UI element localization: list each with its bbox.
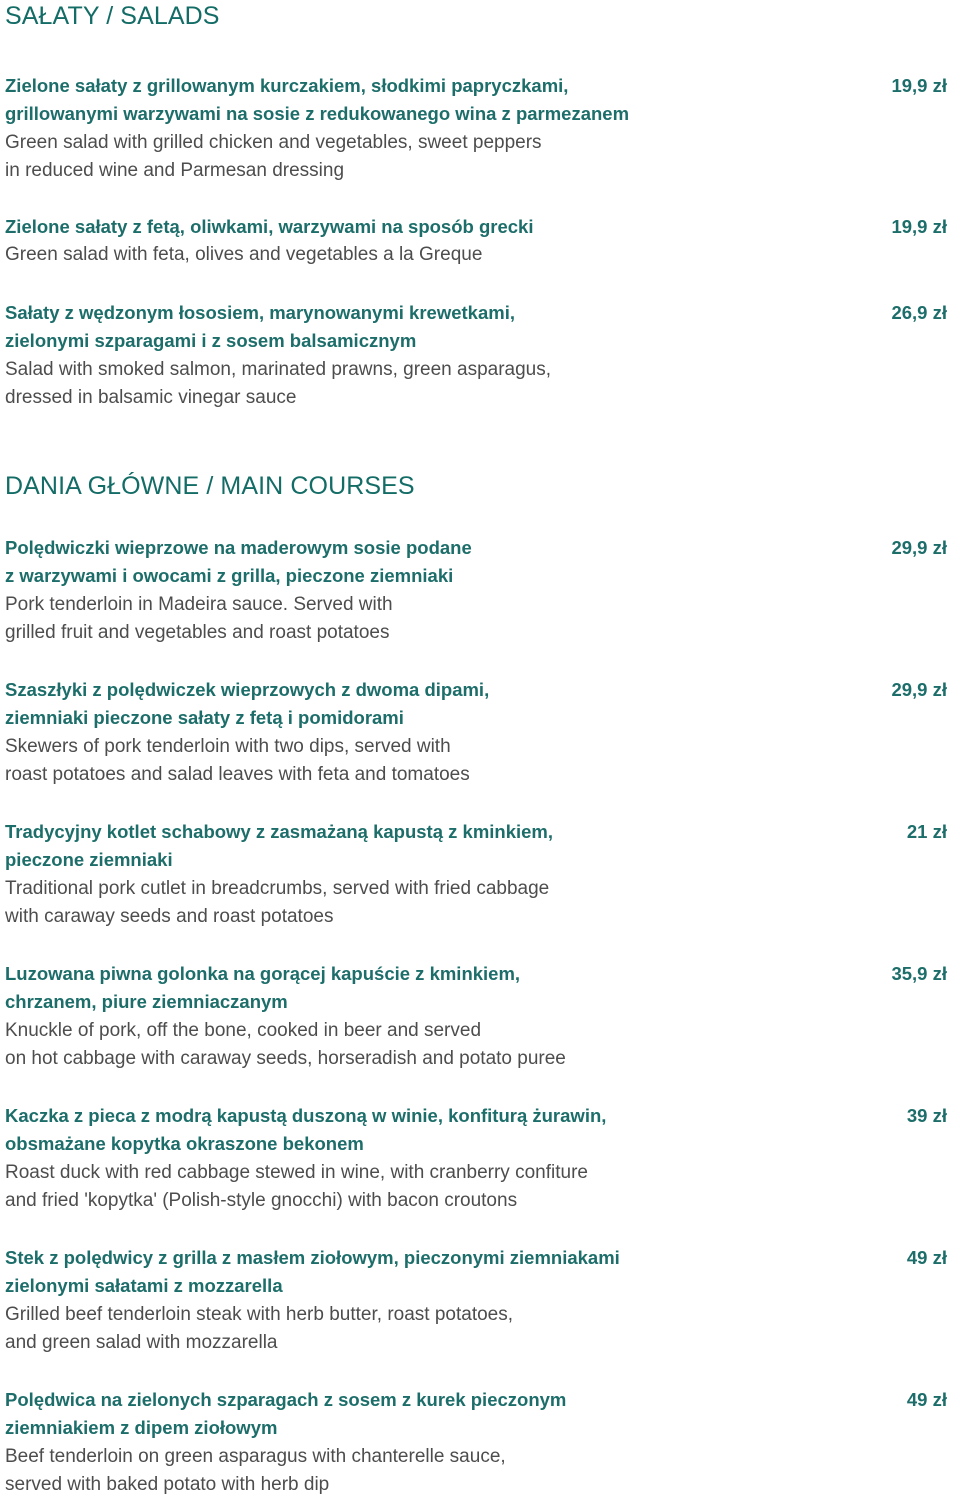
dish-name-pl: zielonymi szparagami i z sosem balsamicznym [5, 330, 417, 352]
menu-item [5, 1244, 955, 1358]
dish-description-en: on hot cabbage with caraway seeds, horseradish and potato puree [5, 1048, 566, 1070]
dish-name-pl: ziemniakiem z dipem ziołowym [5, 1417, 278, 1439]
dish-name-pl: Luzowana piwna golonka na gorącej kapuście z kminkiem, [5, 963, 521, 984]
dish-description-en: Roast duck with red cabbage stewed in wine, with cranberry confiture [5, 1161, 588, 1183]
dish-name-pl: grillowanymi warzywami na sosie z redukowanego wina z parmezanem [5, 103, 630, 125]
dish-description-en: Skewers of pork tenderloin with two dips, served with [5, 735, 451, 757]
price: 21 zł [906, 821, 947, 842]
dish-description-en: Pork tenderloin in Madeira sauce. Served with [5, 593, 393, 615]
dish-description-en: roast potatoes and salad leaves with feta and tomatoes [5, 764, 470, 786]
dish-name-pl: Polędwiczki wieprzowe na maderowym sosie podane [5, 537, 472, 558]
dish-description-en: Beef tenderloin on green asparagus with chanterelle sauce, [5, 1445, 506, 1467]
price: 35,9 zł [891, 963, 947, 984]
menu-item [5, 818, 955, 932]
dish-description-en: Green salad with feta, olives and vegetables a la Greque [5, 244, 483, 266]
dish-description-en: and green salad with mozzarella [5, 1332, 278, 1354]
dish-name-pl: Sałaty z wędzonym łososiem, marynowanymi krewetkami, [5, 302, 515, 323]
dish-name-pl: pieczone ziemniaki [5, 849, 173, 871]
dish-name-pl: Szaszłyki z polędwiczek wieprzowych z dwoma dipami, [5, 679, 490, 700]
dish-description-en: served with baked potato with herb dip [5, 1474, 330, 1496]
dish-description-en: in reduced wine and Parmesan dressing [5, 160, 345, 182]
section-title-salads: SAŁATY / SALADS [5, 2, 220, 30]
price: 49 zł [906, 1247, 947, 1268]
dish-description-en: Knuckle of pork, off the bone, cooked in beer and served [5, 1019, 482, 1041]
dish-name-pl: Polędwica na zielonych szparagach z sosem z kurek pieczonym [5, 1389, 567, 1410]
dish-description-en: Grilled beef tenderloin steak with herb butter, roast potatoes, [5, 1303, 514, 1325]
price: 39 zł [906, 1105, 947, 1126]
dish-description-en: with caraway seeds and roast potatoes [5, 906, 334, 928]
dish-name-pl: Zielone sałaty z grillowanym kurczakiem, słodkimi papryczkami, [5, 75, 569, 96]
dish-name-pl: obsmażane kopytka okraszone bekonem [5, 1133, 364, 1155]
dish-name-pl: chrzanem, piure ziemniaczanym [5, 991, 288, 1013]
dish-description-en: Traditional pork cutlet in breadcrumbs, served with fried cabbage [5, 877, 550, 899]
price: 26,9 zł [891, 302, 947, 323]
menu-item [5, 72, 955, 186]
menu-item [5, 299, 955, 413]
dish-description-en: and fried 'kopytka' (Polish-style gnocchi) with bacon croutons [5, 1190, 518, 1212]
dish-name-pl: Stek z polędwicy z grilla z masłem ziołowym, pieczonymi ziemniakami [5, 1247, 620, 1268]
dish-name-pl: ziemniaki pieczone sałaty z fetą i pomidorami [5, 707, 404, 729]
menu-item [5, 534, 955, 648]
dish-description-en: dressed in balsamic vinegar sauce [5, 387, 297, 409]
dish-name-pl: z warzywami i owocami z grilla, pieczone ziemniaki [5, 565, 454, 587]
price: 29,9 zł [891, 679, 947, 700]
dish-name-pl: Zielone sałaty z fetą, oliwkami, warzywami na sposób grecki [5, 216, 534, 237]
dish-name-pl: Tradycyjny kotlet schabowy z zasmażaną kapustą z kminkiem, [5, 821, 554, 842]
price: 49 zł [906, 1389, 947, 1410]
menu-item [5, 1386, 955, 1500]
section-title-main-courses: DANIA GŁÓWNE / MAIN COURSES [5, 472, 415, 500]
price: 19,9 zł [891, 75, 947, 96]
dish-name-pl: Kaczka z pieca z modrą kapustą duszoną w winie, konfiturą żurawin, [5, 1105, 607, 1126]
menu-item [5, 676, 955, 790]
menu-item [5, 960, 955, 1074]
price: 19,9 zł [891, 216, 947, 237]
dish-description-en: grilled fruit and vegetables and roast potatoes [5, 622, 390, 644]
dish-description-en: Salad with smoked salmon, marinated prawns, green asparagus, [5, 358, 552, 380]
menu-item [5, 1102, 955, 1216]
dish-name-pl: zielonymi sałatami z mozzarella [5, 1275, 283, 1297]
price: 29,9 zł [891, 537, 947, 558]
menu-item [5, 213, 955, 270]
dish-description-en: Green salad with grilled chicken and vegetables, sweet peppers [5, 131, 542, 153]
